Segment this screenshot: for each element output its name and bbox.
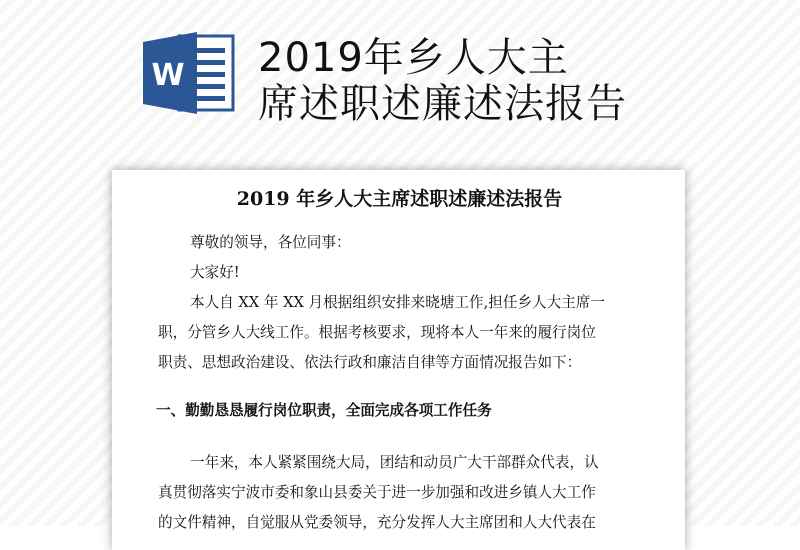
section-line: 真贯彻落实宁波市委和象山县委关于进一步加强和改进乡镇人大工作 — [158, 484, 596, 501]
section-heading: 一、勤勤恳恳履行岗位职责，全面完成各项工作任务 — [156, 402, 492, 419]
intro-line: 本人自 XX 年 XX 月根据组织安排来晓塘工作,担任乡人大主席一 — [190, 294, 606, 311]
section-paragraph — [158, 448, 641, 538]
greeting-line: 大家好! — [190, 264, 240, 281]
logo-letter: W — [151, 58, 185, 93]
greeting-paragraph — [158, 258, 641, 288]
intro-line: 职责、思想政治建设、依法行政和廉洁自律等方面情况报告如下： — [158, 354, 582, 371]
header-banner — [0, 0, 800, 150]
intro-line: 职，分管乡人大线工作。根据考核要求，现将本人一年来的履行岗位 — [158, 324, 596, 341]
intro-paragraph — [158, 288, 641, 378]
banner-title-line-1: 2019年乡人大主 — [258, 35, 569, 81]
section-line: 的文件精神，自觉服从党委领导，充分发挥人大主席团和人大代表在 — [158, 514, 596, 531]
salutation-line: 尊敬的领导，各位同事： — [190, 234, 351, 251]
word-document-icon — [141, 30, 237, 116]
salutation-paragraph — [158, 228, 641, 258]
document-title: 2019 年乡人大主席述职述廉述法报告 — [236, 188, 563, 210]
banner-title-line-2: 席述职述廉述法报告 — [258, 81, 627, 127]
banner-title — [258, 35, 627, 127]
document-page — [112, 170, 685, 550]
section-line: 一年来，本人紧紧围绕大局，团结和动员广大干部群众代表，认 — [190, 454, 599, 471]
